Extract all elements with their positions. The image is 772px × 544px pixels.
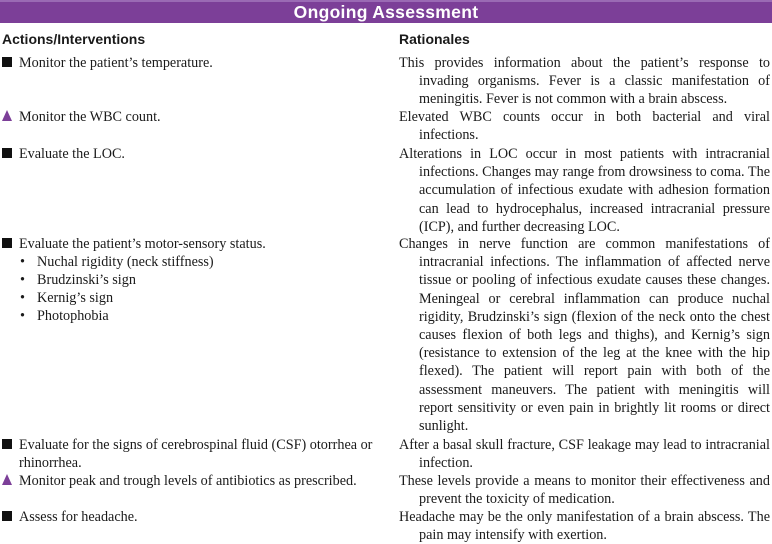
rationale-text: These levels provide a means to monitor their effectiveness and prevent the toxicity of medication. bbox=[399, 473, 770, 508]
action-item bbox=[2, 436, 389, 472]
triangle-icon bbox=[2, 474, 12, 485]
rationale-text: Changes in nerve function are common manifestations of intracranial infections. The inflammation of affected nerve tissue or pooling of infectious exudate causes these changes. Meningeal or cerebral inflammation can produce nuchal rigidity, Brudzinski’s sign (flexion of the neck onto the chest causes flexion of both legs and thighs), and Kernig’s sign (resistance to extension of the leg at the knee with the hip flexed). The patient will report pain with both of the assessment maneuvers. The patient with meningitis will report sensitivity or even pain in brightly lit rooms or direct sunlight. bbox=[399, 236, 770, 435]
bullet-text: Nuchal rigidity (neck stiffness) bbox=[37, 254, 214, 270]
bullet-icon: • bbox=[20, 290, 25, 306]
rationale-text: This provides information about the patient’s response to invading organisms. Fever is a classic manifestation of meningitis. Fever is not common with a brain abscess. bbox=[399, 55, 770, 108]
square-icon bbox=[2, 511, 12, 521]
action-item bbox=[2, 108, 372, 126]
action-text: Monitor peak and trough levels of antibiotics as prescribed. bbox=[19, 473, 357, 489]
triangle-icon bbox=[2, 110, 12, 121]
action-text: Evaluate the LOC. bbox=[19, 146, 125, 162]
action-item bbox=[2, 508, 372, 526]
rationale-text: Elevated WBC counts occur in both bacterial and viral infections. bbox=[399, 109, 770, 144]
list-item bbox=[20, 289, 113, 307]
rationale-text: After a basal skull fracture, CSF leakage may lead to intracranial infection. bbox=[399, 437, 770, 472]
action-item bbox=[2, 145, 372, 163]
action-text: Assess for headache. bbox=[19, 509, 138, 525]
bullet-text: Brudzinski’s sign bbox=[37, 272, 136, 288]
list-item bbox=[20, 307, 109, 325]
bullet-text: Photophobia bbox=[37, 308, 109, 324]
section-banner bbox=[0, 0, 772, 23]
square-icon bbox=[2, 439, 12, 449]
list-item bbox=[20, 271, 136, 289]
action-item bbox=[2, 54, 372, 72]
list-item bbox=[20, 253, 214, 271]
action-item bbox=[2, 472, 389, 490]
square-icon bbox=[2, 148, 12, 158]
bullet-text: Kernig’s sign bbox=[37, 290, 114, 306]
square-icon bbox=[2, 57, 12, 67]
bullet-icon: • bbox=[20, 272, 25, 288]
rationale-text: Headache may be the only manifestation of a brain abscess. The pain may intensify with exertion. bbox=[399, 509, 770, 544]
actions-column-header: Actions/Interventions bbox=[2, 31, 146, 47]
bullet-icon: • bbox=[20, 254, 25, 270]
rationales-column-header: Rationales bbox=[399, 31, 470, 47]
action-text: Evaluate the patient’s motor-sensory status. bbox=[19, 236, 266, 252]
action-text: Evaluate for the signs of cerebrospinal fluid (CSF) otorrhea or rhinorrhea. bbox=[19, 437, 373, 472]
action-text: Monitor the patient’s temperature. bbox=[19, 55, 213, 71]
rationale-text: Alterations in LOC occur in most patients with intracranial infections. Changes may range from drowsiness to coma. The accumulation of infectious exudate with adhesion formation can lead to hydrocephalus, increased intracranial pressure (ICP), and further decreasing LOC. bbox=[399, 146, 770, 235]
square-icon bbox=[2, 238, 12, 248]
action-text: Monitor the WBC count. bbox=[19, 109, 161, 125]
action-item bbox=[2, 235, 372, 253]
section-title: Ongoing Assessment bbox=[293, 2, 479, 22]
bullet-icon: • bbox=[20, 308, 25, 324]
